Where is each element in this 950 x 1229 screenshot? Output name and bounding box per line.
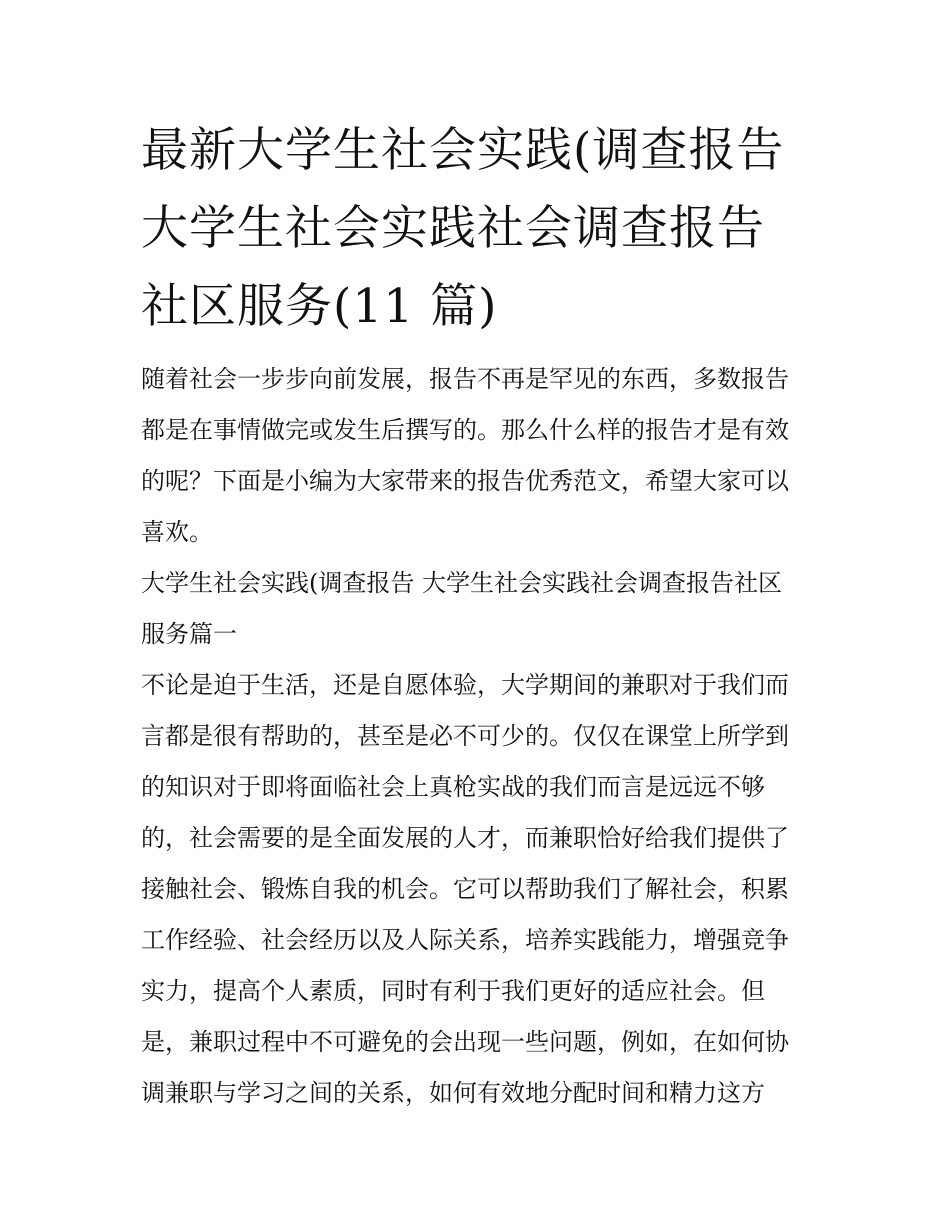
document-title: [141, 112, 813, 346]
section-heading-line: 服务篇一: [141, 620, 237, 648]
body-line: 工作经验、社会经历以及人际关系，培养实践能力，增强竞争: [141, 926, 789, 954]
body-line: 言都是很有帮助的，甚至是必不可少的。仅仅在课堂上所学到: [141, 722, 789, 750]
body-line: 是，兼职过程中不可避免的会出现一些问题，例如，在如何协: [141, 1028, 789, 1056]
body-line: 调兼职与学习之间的关系，如何有效地分配时间和精力这方: [141, 1079, 765, 1107]
intro-line: 喜欢。: [141, 518, 213, 546]
document-content: [141, 112, 813, 1119]
body-line: 接触社会、锻炼自我的机会。它可以帮助我们了解社会，积累: [141, 875, 789, 903]
intro-paragraph: [141, 354, 813, 558]
body-line: 不论是迫于生活，还是自愿体验，大学期间的兼职对于我们而: [141, 671, 789, 699]
body-line: 的，社会需要的是全面发展的人才，而兼职恰好给我们提供了: [141, 824, 789, 852]
intro-line: 的呢？下面是小编为大家带来的报告优秀范文，希望大家可以: [141, 467, 789, 495]
title-line-2: 大学生社会实践社会调查报告: [141, 201, 765, 256]
section-heading-line: 大学生社会实践(调查报告 大学生社会实践社会调查报告社区: [141, 569, 782, 597]
title-line-3: 社区服务(11 篇): [141, 279, 498, 334]
section-heading: [141, 558, 813, 660]
body-line: 实力，提高个人素质，同时有利于我们更好的适应社会。但: [141, 977, 765, 1005]
title-line-1: 最新大学生社会实践(调查报告: [141, 123, 785, 178]
body-paragraph: [141, 660, 813, 1119]
intro-line: 都是在事情做完或发生后撰写的。那么什么样的报告才是有效: [141, 416, 789, 444]
intro-line: 随着社会一步步向前发展，报告不再是罕见的东西，多数报告: [141, 365, 789, 393]
body-line: 的知识对于即将面临社会上真枪实战的我们而言是远远不够: [141, 773, 765, 801]
